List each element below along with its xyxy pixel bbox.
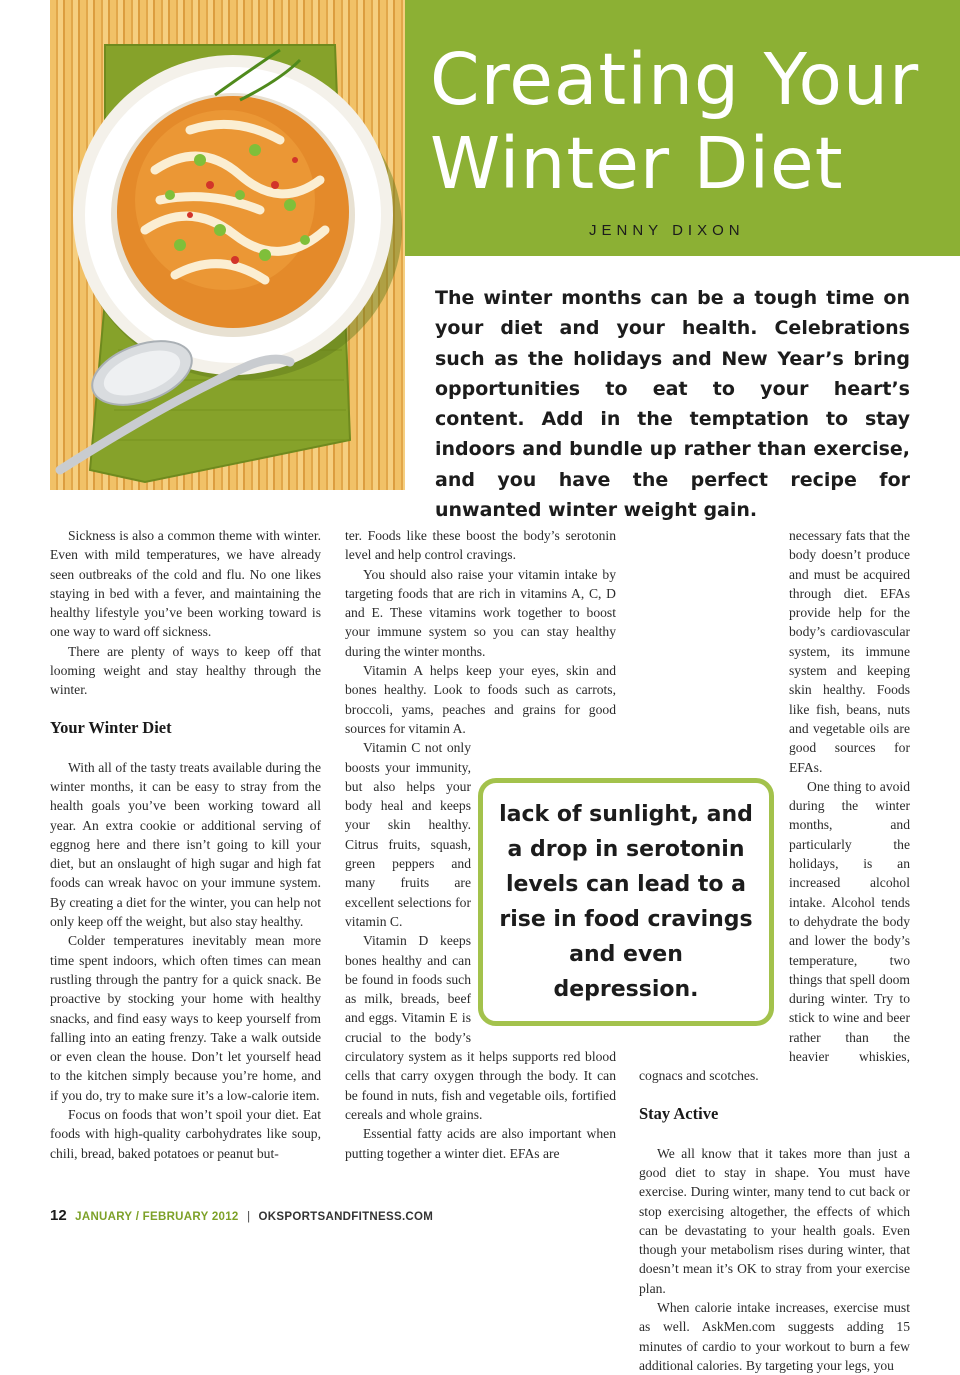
- paragraph: Vitamin D keeps bones healthy and can be found in foods such as milk, breads, beef and eggs. Vitamin E is crucial to the body’s circulatory system as it helps supports red blood cells that carry oxygen through the body. It can be found in nuts, fish and vegetable oils, fortified cereals and whole grains.: [345, 933, 616, 1122]
- paragraph: Essential fatty acids are also important when putting together a winter diet. EFAs are: [345, 1126, 616, 1161]
- soup-bowl-photo: [50, 0, 405, 490]
- paragraph: ter. Foods like these boost the body’s serotonin level and help control cravings.: [345, 528, 616, 563]
- pull-quote-box: [478, 778, 774, 1026]
- paragraph: We all know that it takes more than just a good diet to stay in shape. You must have exercise. During winter, many tend to cut back or stop exercising altogether, the effects of which can be devastating to your health goals. Even though your metabolism rises during winter, that doesn’t mean it’s OK to stray from your exercise plan.: [639, 1145, 910, 1296]
- issue-date: JANUARY / FEBRUARY 2012: [75, 1211, 239, 1223]
- paragraph: One thing to avoid during the winter months, and particularly the holidays, is an increased alcohol intake. Alcohol tends to dehydrate the body and lower the body’s temperature, two things that spell doom during winter. Try to stick to wine and beer rather than the heavier whiskies, cognacs and scotches.: [639, 778, 910, 1084]
- paragraph: With all of the tasty treats available during the winter months, it can be easy to stray from the health goals you’ve been working toward all year. An extra cookie or additional serving of eggnog here and there isn’t going to kill your diet, but an onslaught of high sugar and high fat foods can wreak havoc on your immune system. By creating a diet for the winter, you can help not only keep off the weight, but also stay healthy.: [50, 759, 321, 930]
- article-title-line-1: Creating Your: [430, 38, 920, 121]
- pull-quote-text: lack of sunlight, and a drop in serotonin levels can lead to a rise in food cravings and even depression.: [499, 802, 753, 1002]
- footer-separator: |: [247, 1211, 251, 1223]
- paragraph: Vitamin C not only boosts your immunity, but also helps your body heal and keeps your skin healthy. Citrus fruits, squash, green peppers and many fruits are excellent selections for vitamin C.: [345, 740, 471, 929]
- author-byline: JENNY DIXON: [589, 222, 745, 239]
- soup-illustration: [50, 0, 405, 490]
- page-footer: [50, 1207, 433, 1225]
- paragraph: You should also raise your vitamin intake by targeting foods that are rich in vitamins A, C, D and E. These vitamins work together to boost your immune system so you can stay healthy during the winter months.: [345, 566, 616, 659]
- paragraph: necessary fats that the body doesn’t produce and must be acquired through diet. EFAs provide help for the body’s cardiovascular system, its immune system and keeping skin healthy. Foods like fish, beans, nuts and vegetable oils are good sources for EFAs.: [789, 528, 910, 775]
- section-heading-stay-active: Stay Active: [639, 1103, 719, 1123]
- paragraph: There are plenty of ways to keep off that looming weight and stay healthy through the winter.: [50, 643, 321, 698]
- paragraph: Sickness is also a common theme with winter. Even with mild temperatures, we have already seen outbreaks of the cold and flu. No one likes staying in bed with a fever, and maintaining the healthy lifestyle you’ve been working toward is one way to ward off sickness.: [50, 528, 321, 640]
- page-number: 12: [50, 1207, 67, 1224]
- intro-paragraph: The winter months can be a tough time on your diet and your health. Celebrations such as the holidays and New Year’s bring opportunities to eat to your heart’s content. Add in the temptation to stay indoors and bundle up rather than exercise, and you have the perfect recipe for unwanted winter weight gain.: [435, 287, 910, 522]
- paragraph: When calorie intake increases, exercise must as well. AskMen.com suggests adding 15 minutes of cardio to your workout to burn a few additional calories. By targeting your legs, you: [639, 1299, 910, 1373]
- section-heading-your-winter-diet: Your Winter Diet: [50, 717, 172, 737]
- paragraph: Vitamin A helps keep your eyes, skin and bones healthy. Look to foods such as carrots, broccoli, yams, peaches and grains for good sources for vitamin A.: [345, 663, 616, 736]
- website-link[interactable]: OKSPORTSANDFITNESS.COM: [258, 1211, 434, 1223]
- column-1: [50, 526, 321, 1163]
- article-title-line-2: Winter Diet: [430, 122, 844, 205]
- paragraph: Focus on foods that won’t spoil your diet. Eat foods with high-quality carbohydrates like soup, chili, bread, baked potatoes or peanut but-: [50, 1107, 321, 1161]
- paragraph: Colder temperatures inevitably mean more time spent indoors, which often times can mean rustling through the pantry for a quick snack. Be proactive by stocking your home with healthy snacks, and find easy ways to keep yourself from falling into an eating frenzy. Take a walk outside or even clean the house. Don’t let yourself head to the kitchen simply because you’re home, and if you do, try to make sure it’s a low-calorie item.: [50, 933, 321, 1103]
